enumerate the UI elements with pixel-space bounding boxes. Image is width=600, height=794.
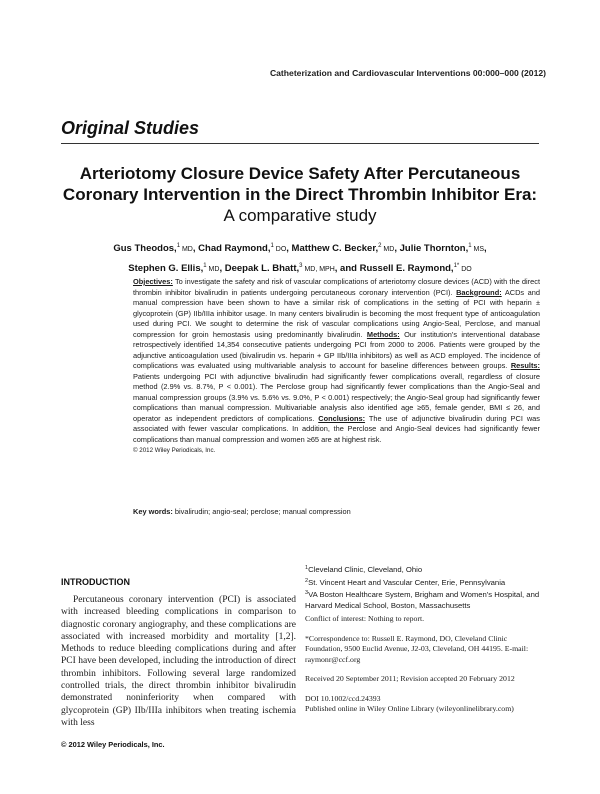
affiliation-text: Cleveland Clinic, Cleveland, Ohio xyxy=(308,565,423,574)
author-affiliation-mark: 1* xyxy=(453,263,460,269)
author-degree: MD, MPH xyxy=(302,266,335,273)
results-label: Results: xyxy=(510,361,540,370)
author xyxy=(400,243,487,254)
results-text: Patients undergoing PCI with adjunctive bivalirudin had significantly fewer complications overall, regardless of closure method (2.9% vs. 8.7%, P < 0.001). The Perclose group had significantly fewer complications than the Angio-Seal and manual compression groups (3.9% vs. 5.6% vs. 9.0%, P < 0.001) respectively; the Angio-Seal group had significantly fewer complications than manual compression. Multivariable analysis also identified age ≥65, female gender, BMI ≤ 26, and operator as independent predictors of complications. xyxy=(133,371,540,423)
background-text: ACDs and manual compression have been shown to have a similar risk of complications in the setting of PCI with heparin ± glycoprotein (GP) IIb/IIIa inhibitor usage. In many centers bivalirudin is becoming the most frequent type of anticoagulation used during PCI. We sought to determine the risk of vascular complications using Angio-Seal, Perclose, and manual compression for groin hemostasis using predominantly bivalirudin. xyxy=(133,287,541,339)
intro-body: Percutaneous coronary intervention (PCI) is associated with increased bleeding complications in comparison to diagnostic coronary angiography, and these complications are associated with increased morbidity and mortality [1,2]. Methods to reduce bleeding complications during and after PCI have been developed, including the introduction of direct thrombin inhibitors. Following several large randomized controlled trials, the direct thrombin inhibitor bivalirudin demonstrated noninferiority when compared with glycoprotein (GP) IIb/IIIa inhibitors when treating ischemia with less xyxy=(61,595,296,728)
methods-text: Our institution's interventional database retrospectively identified 14,354 consecutive patients undergoing PCI from 2000 to 2006. Patients were grouped by the adjunctive anticoagulation used (bivalirudin vs. heparin + GP IIb/IIIa inhibitors) as well as ACD employed. The incidence of complications was evaluated using multivariable analysis to account for baseline differences between groups. xyxy=(133,329,540,370)
abstract-copyright: © 2012 Wiley Periodicals, Inc. xyxy=(133,447,216,454)
title-subtitle: A comparative study xyxy=(223,206,377,225)
author-degree: MD xyxy=(180,246,193,253)
author xyxy=(113,243,195,254)
affiliation-item xyxy=(305,576,540,589)
author-name: Deepak L. Bhatt, xyxy=(224,263,300,274)
affiliation-mark: 1 xyxy=(305,565,309,571)
objectives-text: To investigate the safety and risk of vascular complications of arteriotomy closure devices (ACD) with the direct thrombin inhibitor bivalirudin in patients undergoing percutaneous coronary intervention (PCI). xyxy=(133,277,540,297)
author-affiliation-mark: 2 xyxy=(378,243,382,249)
author-affiliation-mark: 1 xyxy=(468,243,472,249)
intro-heading: INTRODUCTION xyxy=(61,577,130,587)
author-degree: MS xyxy=(471,246,485,253)
affiliation-item xyxy=(305,563,540,576)
author xyxy=(128,263,222,274)
author-name: Chad Raymond, xyxy=(198,243,271,254)
section-title: Original Studies xyxy=(61,118,200,138)
received-dates: Received 20 September 2011; Revision accepted 20 February 2012 xyxy=(305,674,515,683)
article-title xyxy=(60,163,540,226)
conclusions-text: The use of adjunctive bivalirudin during PCI was associated with fewer vascular complications. In addition, the Perclose and Angio-Seal devices had significantly fewer complications than manual compression and women ≥65 are at highest risk. xyxy=(133,413,540,444)
author-separator: , xyxy=(286,243,289,254)
keywords-label: Key words: xyxy=(133,507,173,516)
author-separator: , xyxy=(192,243,196,254)
author-separator: , xyxy=(394,243,397,254)
conclusions-label: Conclusions: xyxy=(318,413,366,423)
author xyxy=(198,243,289,254)
author-name: Russell E. Raymond, xyxy=(359,263,454,274)
affiliations xyxy=(305,563,540,611)
methods-label: Methods: xyxy=(366,329,400,339)
author-degree: DO xyxy=(459,266,472,273)
author-name: Gus Theodos, xyxy=(113,243,177,254)
author-name: Matthew C. Becker, xyxy=(291,243,379,254)
published-online: Published online in Wiley Online Library (wileyonlinelibrary.com) xyxy=(305,704,514,713)
objectives-label: Objectives: xyxy=(133,277,173,286)
author xyxy=(225,263,357,274)
author-affiliation-mark: 1 xyxy=(270,243,274,249)
background-label: Background: xyxy=(456,287,502,297)
journal-header: Catheterization and Cardiovascular Interventions 00:000–000 (2012) xyxy=(269,68,546,78)
author-separator: , and xyxy=(334,263,357,274)
author xyxy=(360,263,472,274)
author xyxy=(292,243,397,254)
author-degree: MD xyxy=(206,266,220,273)
footer-copyright: © 2012 Wiley Periodicals, Inc. xyxy=(61,740,165,749)
affiliation-mark: 3 xyxy=(305,590,309,596)
abstract xyxy=(133,277,540,457)
section-divider xyxy=(61,143,539,144)
doi: DOI 10.1002/ccd.24393 xyxy=(305,694,381,703)
author-degree: MD xyxy=(381,246,395,253)
affiliation-mark: 2 xyxy=(305,577,309,584)
author-name: Stephen G. Ellis, xyxy=(128,263,204,274)
affiliation-text: VA Boston Healthcare System, Brigham and Women's Hospital, and Harvard Medical School, Boston, Massachusetts xyxy=(305,590,540,610)
title-main: Arteriotomy Closure Device Safety After Percutaneous Coronary Intervention in the Direct Thrombin Inhibitor Era: xyxy=(62,164,538,204)
author-degree: DO xyxy=(273,246,287,253)
keywords xyxy=(133,507,540,516)
author-affiliation-mark: 3 xyxy=(299,263,303,269)
author-affiliation-mark: 1 xyxy=(176,243,181,249)
author-list xyxy=(60,238,540,278)
affiliation-text: St. Vincent Heart and Vascular Center, Erie, Pennsylvania xyxy=(308,577,506,587)
author-name: Julie Thornton, xyxy=(399,243,469,254)
keywords-text: bivalirudin; angio-seal; perclose; manual compression xyxy=(174,507,351,516)
affiliation-item xyxy=(305,588,540,611)
correspondence: *Correspondence to: Russell E. Raymond, DO, Cleveland Clinic Foundation, 9500 Euclid Avenue, J2-03, Cleveland, OH 44195. E-mail: raymonr@ccf.org xyxy=(305,634,529,664)
conflict-of-interest: Conflict of interest: Nothing to report. xyxy=(305,614,425,623)
author-separator: , xyxy=(484,243,487,254)
author-separator: , xyxy=(219,263,223,274)
author-affiliation-mark: 1 xyxy=(203,263,207,269)
